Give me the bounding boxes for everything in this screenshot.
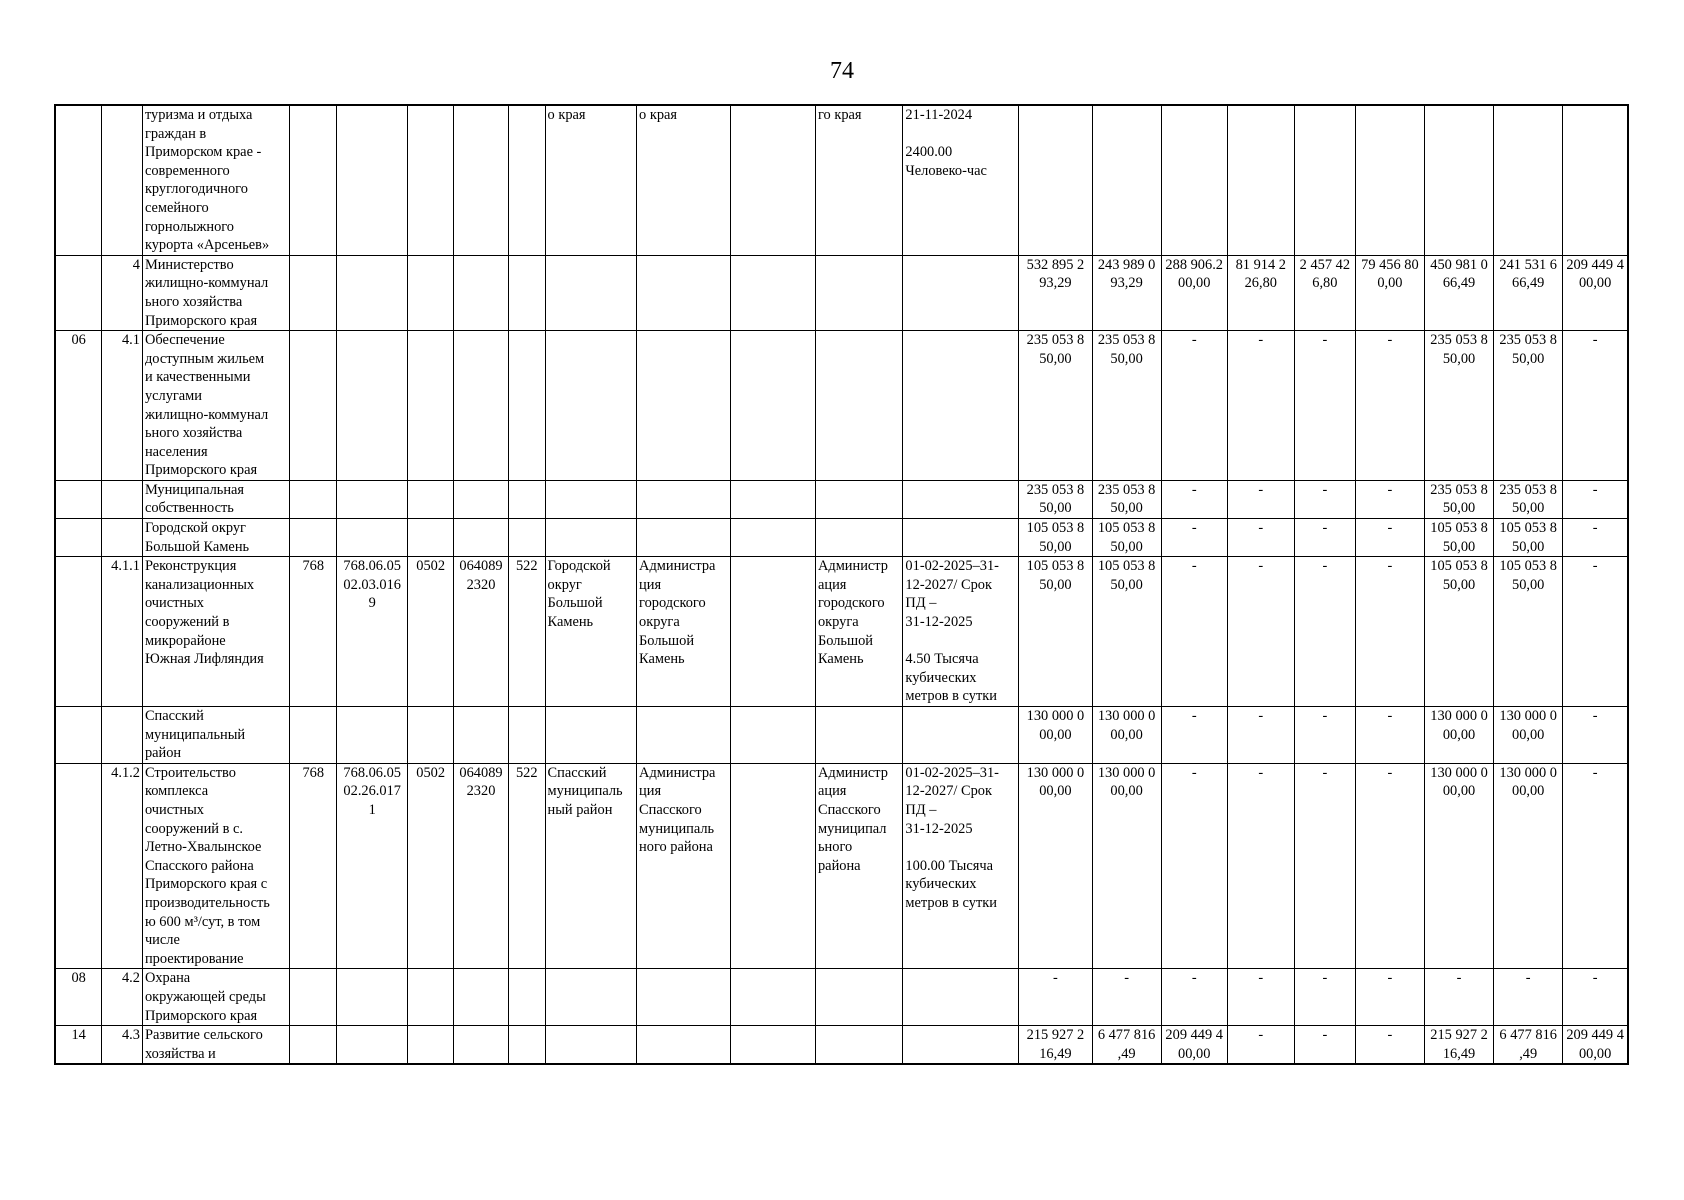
customer-cell: Администр ация Спасского муниципал ьного района [815,763,902,969]
funding-cell: 235 053 8 50,00 [1092,331,1161,481]
funding-cell: 105 053 8 50,00 [1494,557,1563,707]
name-cell: Строительство комплекса очистных сооружений в с. Летно-Хвалынское Спасского района Приморского края с производительность ю 600 м³/сут, в том числе проектирование [142,763,289,969]
vr-cell: 522 [508,557,545,707]
funding-cell: 130 000 0 00,00 [1019,707,1092,764]
funding-cell: 288 906.2 00,00 [1161,255,1227,330]
grbs-cell: 768 [290,763,337,969]
funding-cell [1294,105,1355,255]
funding-cell: 235 053 8 50,00 [1494,331,1563,481]
cst-cell: 064089 2320 [454,763,509,969]
funding-cell: - [1355,480,1424,518]
funding-cell: - [1355,763,1424,969]
executor-cell [637,1026,731,1065]
period-cell: 01-02-2025–31- 12-2027/ Срок ПД – 31-12-2025 4.50 Тысяча кубических метров в сутки [903,557,1019,707]
name-cell: Министерство жилищно-коммунал ьного хозяйства Приморского края [142,255,289,330]
extra-cell [730,707,815,764]
extra-cell [730,255,815,330]
vr-cell [508,331,545,481]
cst-cell [454,519,509,557]
number-cell [102,105,143,255]
funding-cell: 6 477 816 ,49 [1092,1026,1161,1065]
executor-cell: Администра ция Спасского муниципаль ного района [637,763,731,969]
funding-cell [1019,105,1092,255]
funding-cell: 105 053 8 50,00 [1019,519,1092,557]
recipient-cell [545,331,637,481]
funding-cell: - [1294,1026,1355,1065]
funding-cell: 235 053 8 50,00 [1092,480,1161,518]
extra-cell [730,969,815,1026]
funding-cell: 105 053 8 50,00 [1494,519,1563,557]
funding-cell: 130 000 0 00,00 [1424,707,1493,764]
funding-cell: - [1294,707,1355,764]
funding-cell: 130 000 0 00,00 [1494,707,1563,764]
csr-cell [337,1026,408,1065]
funding-cell: - [1294,763,1355,969]
period-cell [903,1026,1019,1065]
table-row [55,1026,1628,1065]
executor-cell [637,969,731,1026]
grbs-cell [290,969,337,1026]
funding-cell: - [1227,763,1294,969]
rz-cell [408,969,454,1026]
vr-cell: 522 [508,763,545,969]
funding-cell: 243 989 0 93,29 [1092,255,1161,330]
grbs-cell: 768 [290,557,337,707]
funding-cell: 2 457 42 6,80 [1294,255,1355,330]
funding-cell: - [1563,331,1628,481]
funding-cell: - [1227,519,1294,557]
number-cell: 4.1.1 [102,557,143,707]
table-row [55,763,1628,969]
cst-cell [454,105,509,255]
budget-table [54,104,1629,1065]
funding-cell: 6 477 816 ,49 [1494,1026,1563,1065]
extra-cell [730,519,815,557]
executor-cell: о края [637,105,731,255]
csr-cell [337,480,408,518]
customer-cell [815,519,902,557]
funding-cell: - [1355,707,1424,764]
period-cell: 01-02-2025–31- 12-2027/ Срок ПД – 31-12-2025 100.00 Тысяча кубических метров в сутки [903,763,1019,969]
name-cell: Спасский муниципальный район [142,707,289,764]
table-row [55,557,1628,707]
code-cell [55,557,102,707]
funding-cell: - [1294,519,1355,557]
vr-cell [508,969,545,1026]
recipient-cell: о края [545,105,637,255]
funding-cell: - [1294,480,1355,518]
executor-cell [637,331,731,481]
number-cell [102,707,143,764]
extra-cell [730,480,815,518]
funding-cell: 450 981 0 66,49 [1424,255,1493,330]
cst-cell [454,969,509,1026]
funding-cell: 105 053 8 50,00 [1092,519,1161,557]
extra-cell [730,331,815,481]
funding-cell: 235 053 8 50,00 [1494,480,1563,518]
funding-cell: - [1563,763,1628,969]
funding-cell [1355,105,1424,255]
recipient-cell [545,1026,637,1065]
number-cell: 4.2 [102,969,143,1026]
name-cell: Обеспечение доступным жильем и качественными услугами жилищно-коммунал ьного хозяйства населения Приморского края [142,331,289,481]
recipient-cell [545,480,637,518]
funding-cell: - [1355,557,1424,707]
cst-cell [454,255,509,330]
funding-cell: - [1563,480,1628,518]
period-cell [903,480,1019,518]
csr-cell: 768.06.05 02.03.016 9 [337,557,408,707]
recipient-cell: Спасский муниципаль ный район [545,763,637,969]
rz-cell: 0502 [408,763,454,969]
number-cell: 4.1 [102,331,143,481]
rz-cell [408,519,454,557]
funding-cell: - [1294,969,1355,1026]
number-cell [102,480,143,518]
funding-cell [1227,105,1294,255]
rz-cell [408,1026,454,1065]
cst-cell [454,707,509,764]
number-cell: 4 [102,255,143,330]
funding-cell: - [1563,707,1628,764]
table-row [55,969,1628,1026]
funding-cell [1424,105,1493,255]
funding-cell: - [1161,707,1227,764]
recipient-cell [545,969,637,1026]
funding-cell: - [1294,331,1355,481]
customer-cell [815,331,902,481]
funding-cell: - [1424,969,1493,1026]
code-cell: 14 [55,1026,102,1065]
funding-cell [1494,105,1563,255]
funding-cell: 105 053 8 50,00 [1092,557,1161,707]
funding-cell: - [1161,331,1227,481]
funding-cell: - [1355,1026,1424,1065]
code-cell: 06 [55,331,102,481]
csr-cell [337,969,408,1026]
name-cell: Реконструкция канализационных очистных сооружений в микрорайоне Южная Лифляндия [142,557,289,707]
name-cell: Городской округ Большой Камень [142,519,289,557]
table-row [55,519,1628,557]
cst-cell [454,331,509,481]
funding-cell: 130 000 0 00,00 [1092,707,1161,764]
funding-cell: 105 053 8 50,00 [1424,519,1493,557]
funding-cell: 130 000 0 00,00 [1494,763,1563,969]
rz-cell [408,331,454,481]
code-cell [55,707,102,764]
rz-cell [408,480,454,518]
code-cell [55,480,102,518]
customer-cell: Администр ация городского округа Большой Камень [815,557,902,707]
table-row [55,105,1628,255]
code-cell [55,519,102,557]
grbs-cell [290,480,337,518]
extra-cell [730,105,815,255]
table-row [55,480,1628,518]
funding-cell: - [1227,331,1294,481]
customer-cell: го края [815,105,902,255]
executor-cell: Администра ция городского округа Большой Камень [637,557,731,707]
number-cell: 4.3 [102,1026,143,1065]
period-cell: 21-11-2024 2400.00 Человеко-час [903,105,1019,255]
funding-cell: - [1355,331,1424,481]
funding-cell: - [1563,519,1628,557]
funding-cell: 241 531 6 66,49 [1494,255,1563,330]
vr-cell [508,480,545,518]
recipient-cell: Городской округ Большой Камень [545,557,637,707]
funding-cell: - [1227,480,1294,518]
funding-cell [1563,105,1628,255]
grbs-cell [290,105,337,255]
period-cell [903,519,1019,557]
recipient-cell [545,519,637,557]
code-cell [55,255,102,330]
funding-cell: 215 927 2 16,49 [1019,1026,1092,1065]
funding-cell: 235 053 8 50,00 [1019,331,1092,481]
csr-cell [337,707,408,764]
name-cell: туризма и отдыха граждан в Приморском крае - современного круглогодичного семейного горнолыжного курорта «Арсеньев» [142,105,289,255]
extra-cell [730,763,815,969]
funding-cell: 209 449 4 00,00 [1161,1026,1227,1065]
recipient-cell [545,255,637,330]
vr-cell [508,519,545,557]
customer-cell [815,480,902,518]
table-row [55,255,1628,330]
code-cell [55,105,102,255]
period-cell [903,707,1019,764]
funding-cell: - [1227,969,1294,1026]
funding-cell [1161,105,1227,255]
grbs-cell [290,1026,337,1065]
funding-cell: - [1161,969,1227,1026]
rz-cell [408,255,454,330]
customer-cell [815,255,902,330]
csr-cell [337,255,408,330]
vr-cell [508,707,545,764]
grbs-cell [290,255,337,330]
funding-cell: - [1294,557,1355,707]
name-cell: Охрана окружающей среды Приморского края [142,969,289,1026]
table-row [55,331,1628,481]
funding-cell: - [1019,969,1092,1026]
csr-cell [337,331,408,481]
period-cell [903,969,1019,1026]
vr-cell [508,255,545,330]
period-cell [903,255,1019,330]
funding-cell: 130 000 0 00,00 [1019,763,1092,969]
funding-cell [1092,105,1161,255]
rz-cell: 0502 [408,557,454,707]
funding-cell: 235 053 8 50,00 [1019,480,1092,518]
recipient-cell [545,707,637,764]
funding-cell: 215 927 2 16,49 [1424,1026,1493,1065]
rz-cell [408,707,454,764]
cst-cell [454,1026,509,1065]
vr-cell [508,1026,545,1065]
funding-cell: - [1161,519,1227,557]
funding-cell: 209 449 4 00,00 [1563,1026,1628,1065]
funding-cell: - [1563,969,1628,1026]
funding-cell: - [1355,519,1424,557]
grbs-cell [290,707,337,764]
rz-cell [408,105,454,255]
funding-cell: 209 449 4 00,00 [1563,255,1628,330]
funding-cell: - [1161,763,1227,969]
extra-cell [730,557,815,707]
code-cell: 08 [55,969,102,1026]
csr-cell [337,105,408,255]
funding-cell: 130 000 0 00,00 [1092,763,1161,969]
number-cell: 4.1.2 [102,763,143,969]
funding-cell: - [1494,969,1563,1026]
funding-cell: 79 456 80 0,00 [1355,255,1424,330]
executor-cell [637,255,731,330]
customer-cell [815,1026,902,1065]
executor-cell [637,707,731,764]
funding-cell: 105 053 8 50,00 [1019,557,1092,707]
funding-cell: 235 053 8 50,00 [1424,331,1493,481]
vr-cell [508,105,545,255]
funding-cell: 130 000 0 00,00 [1424,763,1493,969]
funding-cell: 81 914 2 26,80 [1227,255,1294,330]
funding-cell: - [1161,557,1227,707]
funding-cell: - [1355,969,1424,1026]
executor-cell [637,480,731,518]
customer-cell [815,707,902,764]
executor-cell [637,519,731,557]
name-cell: Развитие сельского хозяйства и [142,1026,289,1065]
grbs-cell [290,331,337,481]
csr-cell: 768.06.05 02.26.017 1 [337,763,408,969]
funding-cell: - [1227,557,1294,707]
funding-cell: - [1563,557,1628,707]
customer-cell [815,969,902,1026]
table-row [55,707,1628,764]
funding-cell: - [1227,1026,1294,1065]
code-cell [55,763,102,969]
cst-cell: 064089 2320 [454,557,509,707]
number-cell [102,519,143,557]
funding-cell: 532 895 2 93,29 [1019,255,1092,330]
csr-cell [337,519,408,557]
extra-cell [730,1026,815,1065]
period-cell [903,331,1019,481]
funding-cell: 105 053 8 50,00 [1424,557,1493,707]
cst-cell [454,480,509,518]
funding-cell: 235 053 8 50,00 [1424,480,1493,518]
name-cell: Муниципальная собственность [142,480,289,518]
grbs-cell [290,519,337,557]
funding-cell: - [1227,707,1294,764]
funding-cell: - [1092,969,1161,1026]
page-number: 74 [830,58,854,84]
funding-cell: - [1161,480,1227,518]
